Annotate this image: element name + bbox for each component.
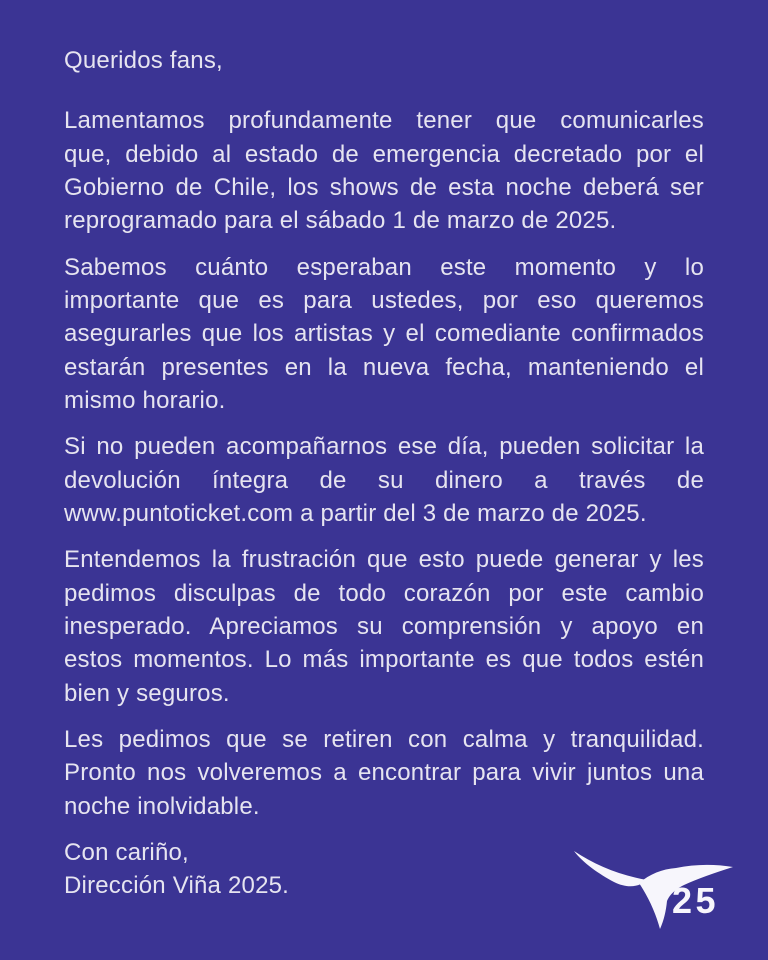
signature-name: Dirección Viña 2025. <box>64 872 290 900</box>
greeting: Queridos fans, <box>64 47 223 74</box>
paragraph-line: noche inolvidable. <box>64 792 260 820</box>
paragraph-line: devolución íntegra de su dinero a través de <box>64 466 704 494</box>
logo-year-label: 25 <box>672 880 720 921</box>
paragraph-line: www.puntoticket.com a partir del 3 de marzo de 2025. <box>64 499 647 527</box>
paragraph-line: Entendemos la frustración que esto puede generar y les <box>64 546 704 574</box>
signature-closing: Con cariño, <box>64 838 189 866</box>
paragraph-line: importante que es para ustedes, por eso queremos <box>64 286 704 314</box>
paragraph <box>64 723 704 823</box>
paragraph <box>64 543 704 710</box>
paragraph <box>64 251 704 418</box>
paragraph-line: bien y seguros. <box>64 679 230 707</box>
paragraph-line: estarán presentes en la nueva fecha, manteniendo el <box>64 353 704 381</box>
paragraph-line: Les pedimos que se retiren con calma y tranquilidad. <box>64 725 704 753</box>
paragraph-line: asegurarles que los artistas y el comediante confirmados <box>64 320 704 348</box>
paragraph-line: Pronto nos volveremos a encontrar para vivir juntos una <box>64 759 704 787</box>
paragraph-line: estos momentos. Lo más importante es que todos estén <box>64 646 704 674</box>
paragraph-line: reprogramado para el sábado 1 de marzo de 2025. <box>64 207 617 235</box>
paragraph-line: Sabemos cuánto esperaban este momento y lo <box>64 253 704 281</box>
paragraph <box>64 430 704 530</box>
paragraph <box>64 104 704 237</box>
message-body <box>64 104 704 823</box>
vina-2025-logo <box>500 820 768 960</box>
paragraph-line: Si no pueden acompañarnos ese día, pueden solicitar la <box>64 433 704 461</box>
paragraph-line: Lamentamos profundamente tener que comunicarles <box>64 107 704 135</box>
paragraph-line: mismo horario. <box>64 386 226 414</box>
paragraph-line: que, debido al estado de emergencia decretado por el <box>64 140 704 168</box>
paragraph-line: pedimos disculpas de todo corazón por este cambio <box>64 579 704 607</box>
gaviota-icon <box>500 820 768 960</box>
paragraph-line: Gobierno de Chile, los shows de esta noche deberá ser <box>64 173 704 201</box>
paragraph-line: inesperado. Apreciamos su comprensión y apoyo en <box>64 612 704 640</box>
